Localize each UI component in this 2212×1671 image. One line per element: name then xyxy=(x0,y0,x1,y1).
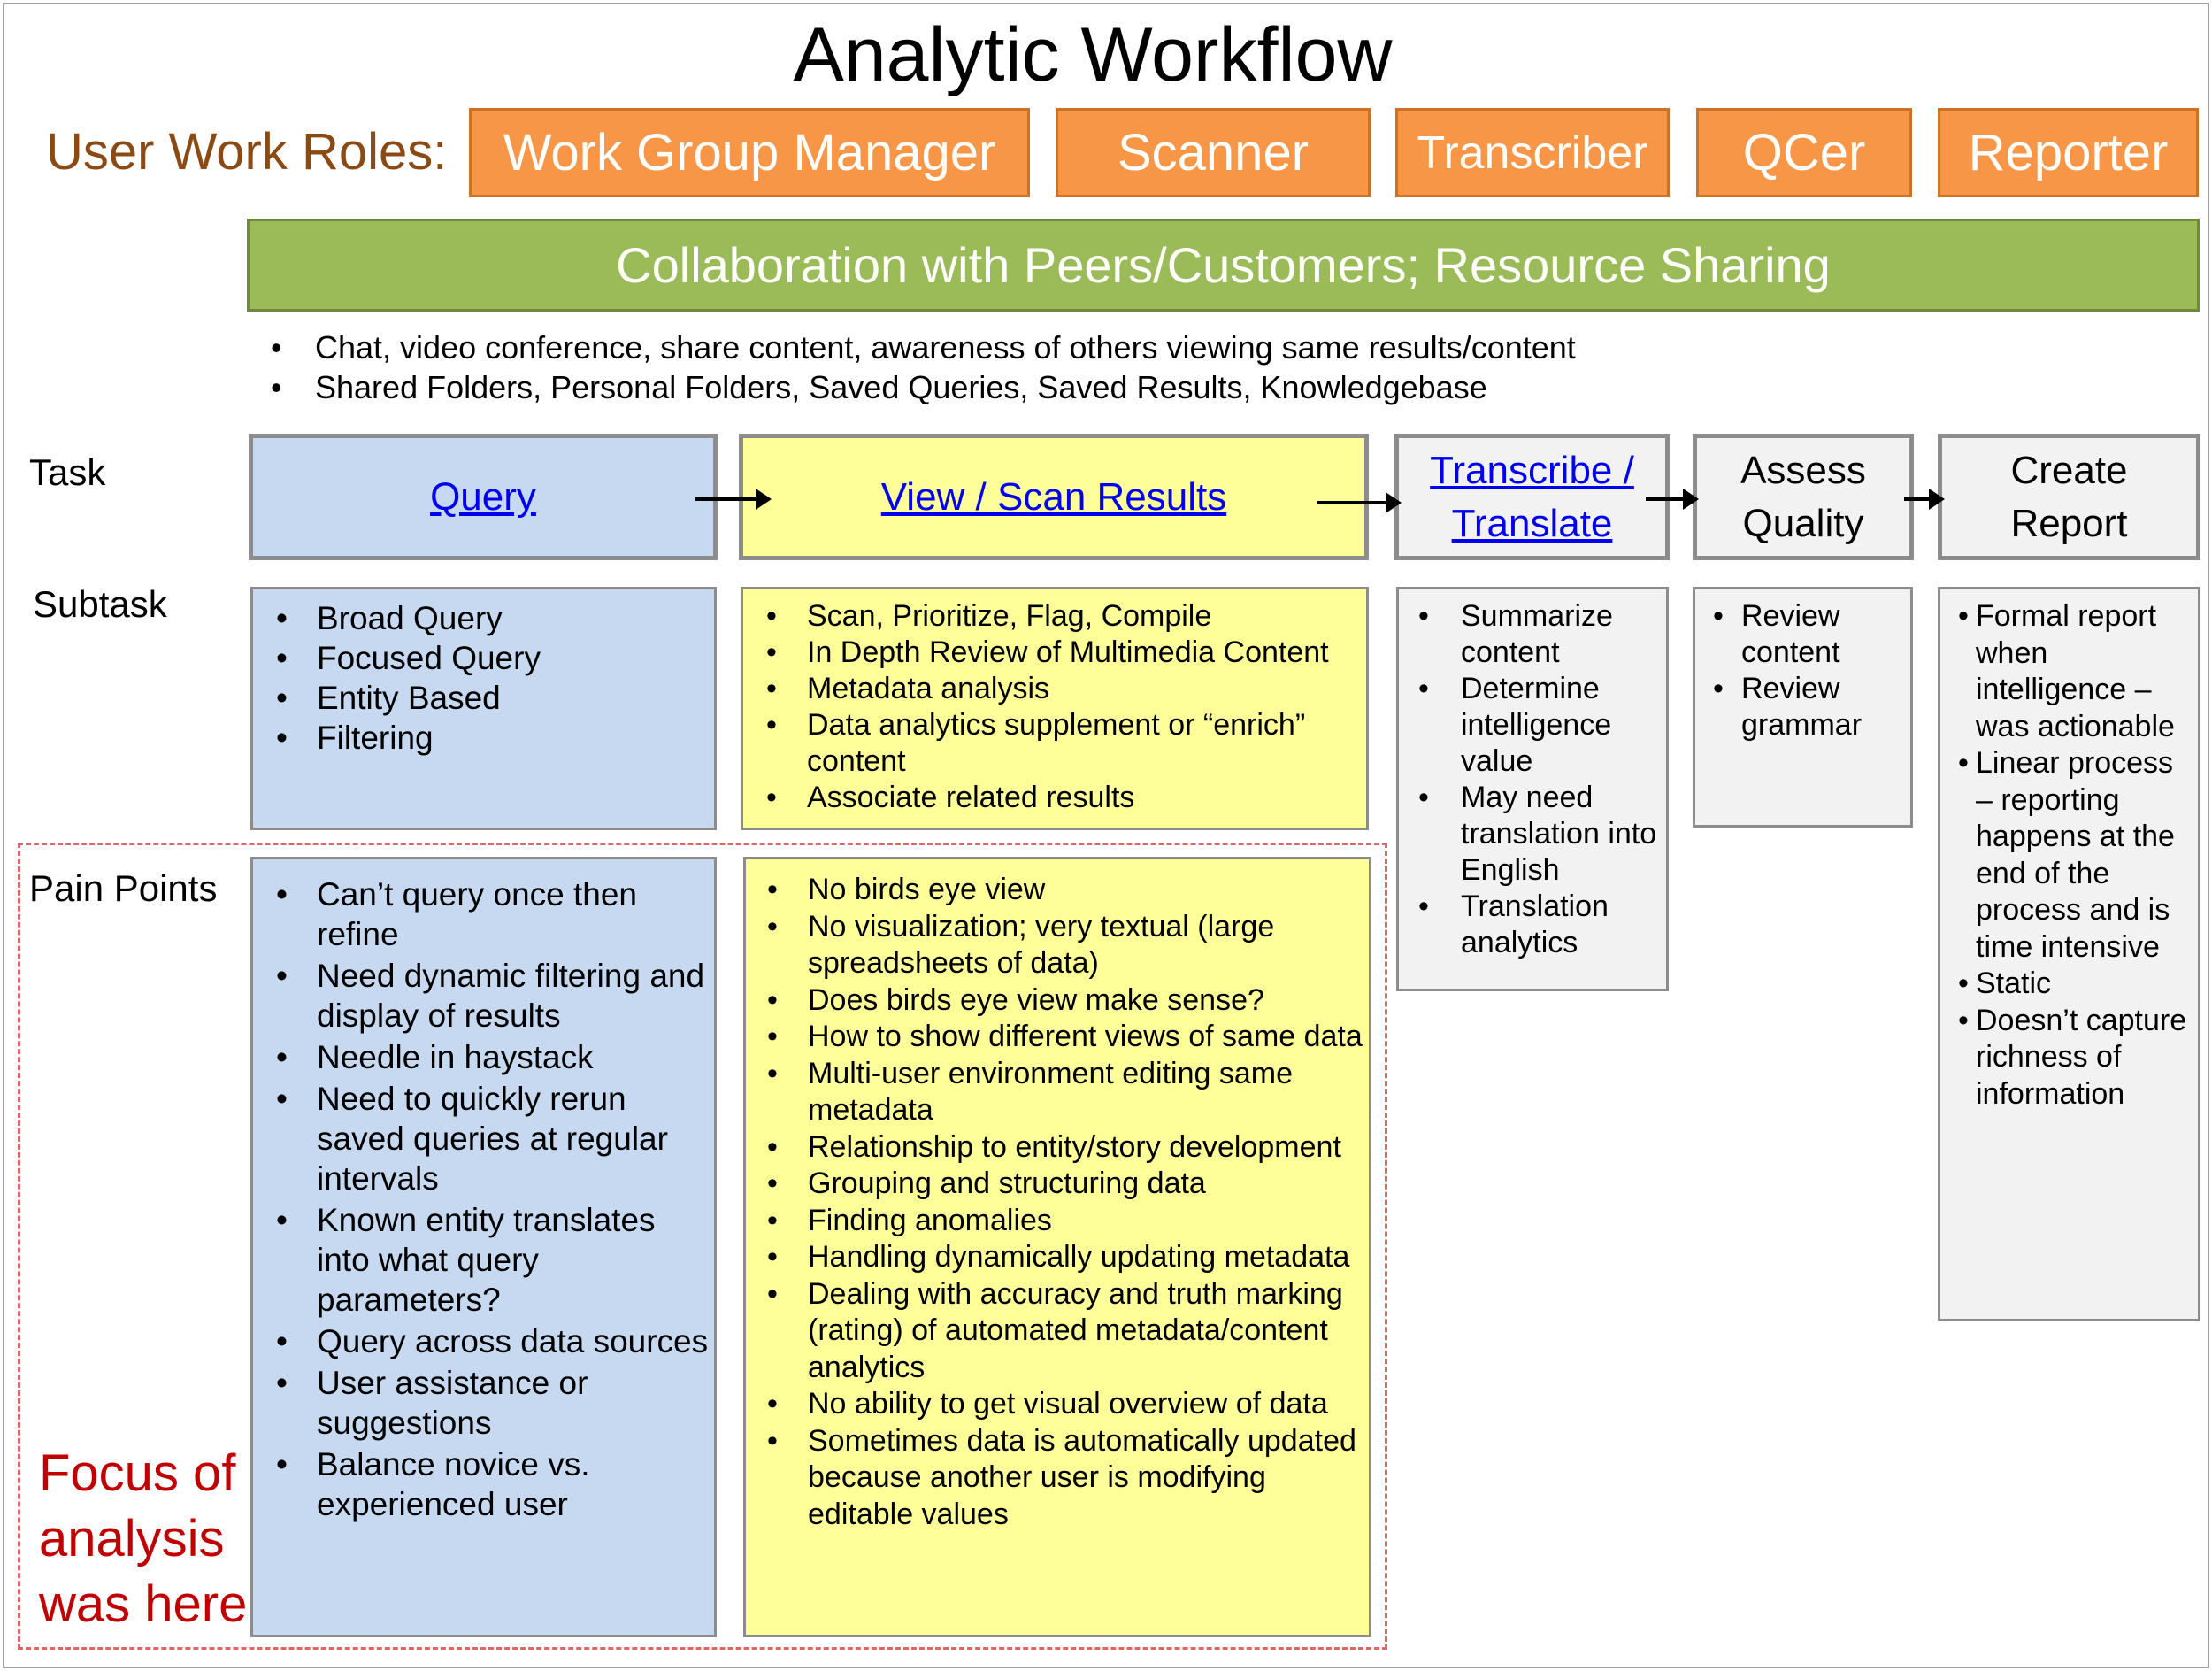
list-item: • Linear process – reporting happens at the end of the process and is time intensive xyxy=(1940,745,2198,966)
task-row-label: Task xyxy=(29,451,106,493)
list-item: • Static xyxy=(1940,966,2198,1003)
task-query[interactable] xyxy=(249,434,718,560)
subtask-box-assess xyxy=(1693,587,1913,828)
list-item: • No ability to get visual overview of data xyxy=(746,1386,1369,1423)
task-transcribe-link[interactable]: Transcribe / xyxy=(1430,448,1634,492)
collaboration-notes xyxy=(271,327,1576,407)
arrow-right-icon xyxy=(695,497,763,501)
list-item: • In Depth Review of Multimedia Content xyxy=(743,635,1366,671)
list-item: • Relationship to entity/story development xyxy=(746,1129,1369,1167)
pain-points-row-label: Pain Points xyxy=(29,867,218,909)
collaboration-note: • Shared Folders, Personal Folders, Saved Queries, Saved Results, Knowledgebase xyxy=(271,369,1487,405)
collaboration-note: • Chat, video conference, share content, awareness of others viewing same results/content xyxy=(271,329,1576,366)
list-item: • Finding anomalies xyxy=(746,1203,1369,1240)
subtask-box-query xyxy=(250,587,717,830)
list-item: • Determine intelligence value xyxy=(1399,671,1666,780)
task-view-scan-link[interactable]: View / Scan Results xyxy=(880,474,1227,519)
arrow-right-icon xyxy=(1904,497,1936,501)
role-transcriber: Transcriber xyxy=(1395,108,1670,197)
list-item: • Handling dynamically updating metadata xyxy=(746,1239,1369,1276)
list-item: • Formal report when intelligence – was actionable xyxy=(1940,598,2198,745)
task-view-scan-results[interactable] xyxy=(739,434,1369,560)
subtask-box-transcribe xyxy=(1396,587,1669,991)
list-item: • Balance novice vs. experienced user xyxy=(253,1444,714,1524)
list-item: • How to show different views of same data xyxy=(746,1019,1369,1056)
list-item: • Entity Based xyxy=(253,678,714,718)
list-item: • Grouping and structuring data xyxy=(746,1166,1369,1203)
role-reporter: Reporter xyxy=(1938,108,2199,197)
list-item: • Can’t query once then refine xyxy=(253,874,714,954)
list-item: • Translation analytics xyxy=(1399,889,1666,961)
diagram-title: Analytic Workflow xyxy=(793,12,1393,97)
task-transcribe-translate[interactable] xyxy=(1394,434,1670,560)
list-item: • User assistance or suggestions xyxy=(253,1363,714,1443)
list-item: • Summarize content xyxy=(1399,598,1666,671)
list-item: • Data analytics supplement or “enrich” content xyxy=(743,707,1366,780)
list-item: • Needle in haystack xyxy=(253,1037,714,1077)
role-qcer: QCer xyxy=(1696,108,1912,197)
task-query-link[interactable]: Query xyxy=(430,474,536,519)
list-item: • No visualization; very textual (large spreadsheets of data) xyxy=(746,909,1369,982)
list-item: • Need to quickly rerun saved queries at regular intervals xyxy=(253,1079,714,1198)
list-item: • Associate related results xyxy=(743,780,1366,816)
list-item: • Sometimes data is automatically updated because another user is modifying editable values xyxy=(746,1423,1369,1534)
list-item: • Doesn’t capture richness of information xyxy=(1940,1003,2198,1113)
task-assess-quality xyxy=(1693,434,1914,560)
task-create-report xyxy=(1938,434,2200,560)
list-item: • Review content xyxy=(1695,598,1910,671)
focus-note: Focus of analysis was here xyxy=(39,1444,248,1633)
role-scanner: Scanner xyxy=(1056,108,1371,197)
list-item: • Query across data sources xyxy=(253,1321,714,1361)
task-label: Quality xyxy=(1742,501,1864,545)
task-label: Assess xyxy=(1740,448,1866,492)
list-item: • Scan, Prioritize, Flag, Compile xyxy=(743,598,1366,635)
list-item: • Filtering xyxy=(253,718,714,758)
subtask-row-label: Subtask xyxy=(33,583,167,625)
arrow-right-icon xyxy=(1646,497,1690,501)
task-label: Create xyxy=(2010,448,2128,492)
roles-label: User Work Roles: xyxy=(46,123,448,181)
task-label: Report xyxy=(2010,501,2128,545)
list-item: • No birds eye view xyxy=(746,872,1369,909)
list-item: • Known entity translates into what query parameters? xyxy=(253,1200,714,1320)
task-translate-link[interactable]: Translate xyxy=(1451,501,1613,545)
role-work-group-manager: Work Group Manager xyxy=(469,108,1030,197)
subtask-box-report xyxy=(1938,587,2200,1321)
list-item: • Multi-user environment editing same metadata xyxy=(746,1056,1369,1129)
list-item: • Focused Query xyxy=(253,638,714,678)
list-item: • Need dynamic filtering and display of results xyxy=(253,956,714,1036)
collaboration-banner: Collaboration with Peers/Customers; Resource Sharing xyxy=(247,219,2200,312)
subtask-box-view-scan xyxy=(741,587,1369,830)
arrow-right-icon xyxy=(1317,501,1393,504)
list-item: • Does birds eye view make sense? xyxy=(746,982,1369,1020)
list-item: • Review grammar xyxy=(1695,671,1910,743)
list-item: • Dealing with accuracy and truth marking (rating) of automated metadata/content analytics xyxy=(746,1276,1369,1387)
list-item: • Broad Query xyxy=(253,598,714,638)
list-item: • May need translation into English xyxy=(1399,780,1666,889)
list-item: • Metadata analysis xyxy=(743,671,1366,707)
